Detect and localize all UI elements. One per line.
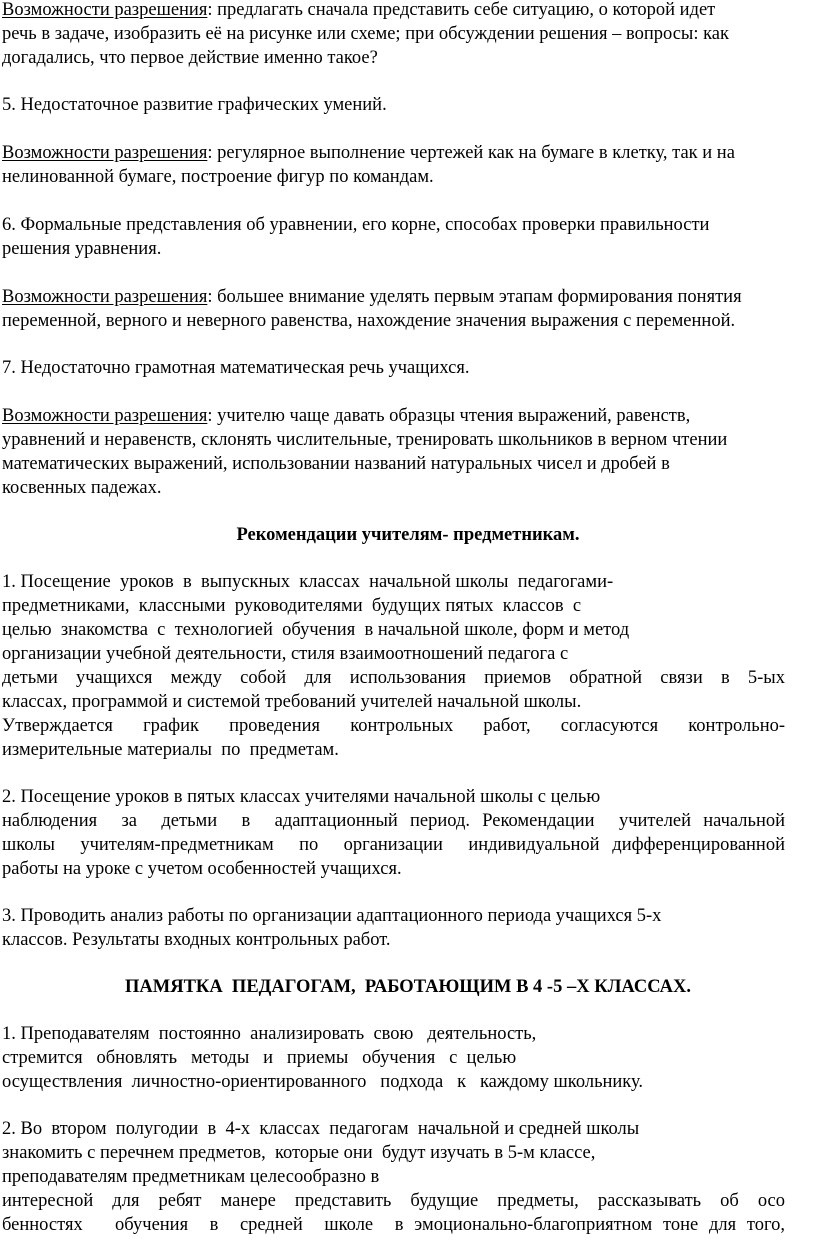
line-text: : большее внимание уделять первым этапам формирования понятия — [207, 287, 742, 307]
text-line — [2, 1022, 536, 1046]
text-line — [2, 141, 735, 165]
line-text: решения уравнения. — [2, 239, 162, 259]
line-text: интересной для ребят манере представить будущие предметы, рассказывать об осо — [2, 1191, 785, 1211]
text-line — [2, 428, 727, 452]
text-line — [2, 690, 581, 714]
text-line — [2, 928, 391, 952]
text-line — [2, 309, 735, 333]
line-text: измерительные материалы по предметам. — [2, 740, 339, 760]
text-line — [2, 404, 690, 428]
text-line — [2, 833, 785, 857]
text-line — [2, 594, 581, 618]
line-text: 6. Формальные представления об уравнении, его корне, способах проверки правильности — [2, 215, 710, 235]
underlined-label: Возможности разрешения — [2, 287, 208, 307]
text-line — [2, 1165, 379, 1189]
line-text: наблюдения за детьми в адаптационный период. Рекомендации учителей начальной — [2, 811, 785, 831]
text-line — [2, 904, 661, 928]
line-text: уравнений и неравенств, склонять числительные, тренировать школьников в верном чтении — [2, 430, 728, 450]
line-text: 1. Посещение уроков в выпускных классах начальной школы педагогами- — [2, 572, 614, 592]
text-line — [2, 476, 162, 500]
text-line — [2, 642, 568, 666]
line-text: нелинованной бумаге, построение фигур по командам. — [2, 167, 434, 187]
line-text: бенностях обучения в средней школе в эмоционально-благоприятном тоне для того, — [2, 1215, 785, 1235]
line-text: 2. Во втором полугодии в 4-х классах педагогам начальной и средней школы — [2, 1119, 640, 1139]
underlined-label: Возможности разрешения — [2, 143, 208, 163]
line-text: стремится обновлять методы и приемы обучения с целью — [2, 1048, 517, 1068]
line-text: Утверждается график проведения контрольных работ, согласуются контрольно- — [2, 716, 785, 736]
text-line — [2, 237, 161, 261]
line-text: организации учебной деятельности, стиля взаимоотношений педагога с — [2, 644, 569, 664]
text-line — [2, 1070, 643, 1094]
text-line — [2, 1189, 785, 1213]
line-text: речь в задаче, изобразить её на рисунке или схеме; при обсуждении решения – вопросы: как — [2, 24, 730, 44]
line-text: классов. Результаты входных контрольных работ. — [2, 930, 391, 950]
text-line — [2, 666, 785, 690]
line-text: переменной, верного и неверного равенства, нахождение значения выражения с переменной. — [2, 311, 736, 331]
line-text: ПАМЯТКА ПЕДАГОГАМ, РАБОТАЮЩИМ В 4 -5 –Х КЛАССАХ. — [125, 977, 691, 997]
text-line — [2, 1046, 516, 1070]
line-text: 2. Посещение уроков в пятых классах учителями начальной школы с целью — [2, 787, 601, 807]
line-text: 1. Преподавателям постоянно анализировать свою деятельность, — [2, 1024, 537, 1044]
line-text: детьми учащихся между собой для использования приемов обратной связи в 5-ых — [2, 668, 785, 688]
line-text: : учителю чаще давать образцы чтения выражений, равенств, — [207, 406, 691, 426]
text-line — [2, 0, 715, 22]
text-line — [2, 1213, 785, 1237]
line-text: математических выражений, использовании названий натуральных чисел и дробей в — [2, 454, 670, 474]
text-line — [2, 714, 785, 738]
text-line — [2, 570, 613, 594]
line-text: преподавателям предметникам целесообразно в — [2, 1167, 380, 1187]
line-text: целью знакомства с технологией обучения в начальной школе, форм и метод — [2, 620, 630, 640]
text-line — [2, 1141, 595, 1165]
line-text: косвенных падежах. — [2, 478, 162, 498]
text-line — [2, 618, 629, 642]
line-text: : регулярное выполнение чертежей как на бумаге в клетку, так и на — [207, 143, 735, 163]
text-line — [2, 285, 742, 309]
underlined-label: Возможности разрешения — [2, 0, 208, 20]
text-line — [2, 452, 670, 476]
text-line — [2, 165, 434, 189]
text-line — [2, 213, 709, 237]
line-text: 7. Недостаточно грамотная математическая речь учащихся. — [2, 358, 470, 378]
section-heading — [0, 975, 816, 999]
text-line — [2, 22, 729, 46]
line-text: : предлагать сначала представить себе ситуацию, о которой идет — [207, 0, 716, 20]
line-text: 5. Недостаточное развитие графических умений. — [2, 95, 387, 115]
line-text: 3. Проводить анализ работы по организации адаптационного периода учащихся 5-х — [2, 906, 662, 926]
text-line — [2, 809, 785, 833]
text-line — [2, 356, 469, 380]
line-text: предметниками, классными руководителями будущих пятых классов с — [2, 596, 582, 616]
line-text: работы на уроке с учетом особенностей учащихся. — [2, 859, 402, 879]
text-line — [2, 93, 387, 117]
line-text: школы учителям-предметникам по организации индивидуальной дифференцированной — [2, 835, 785, 855]
text-line — [2, 857, 402, 881]
text-line — [2, 1117, 639, 1141]
underlined-label: Возможности разрешения — [2, 406, 208, 426]
text-line — [2, 738, 339, 762]
line-text: Рекомендации учителям- предметникам. — [236, 525, 580, 545]
line-text: догадались, что первое действие именно такое? — [2, 48, 378, 68]
line-text: классах, программой и системой требований учителей начальной школы. — [2, 692, 582, 712]
text-line — [2, 46, 378, 70]
text-line — [2, 785, 600, 809]
section-heading — [0, 523, 816, 547]
line-text: знакомить с перечнем предметов, которые они будут изучать в 5-м классе, — [2, 1143, 596, 1163]
line-text: осуществления личностно-ориентированного подхода к каждому школьнику. — [2, 1072, 644, 1092]
